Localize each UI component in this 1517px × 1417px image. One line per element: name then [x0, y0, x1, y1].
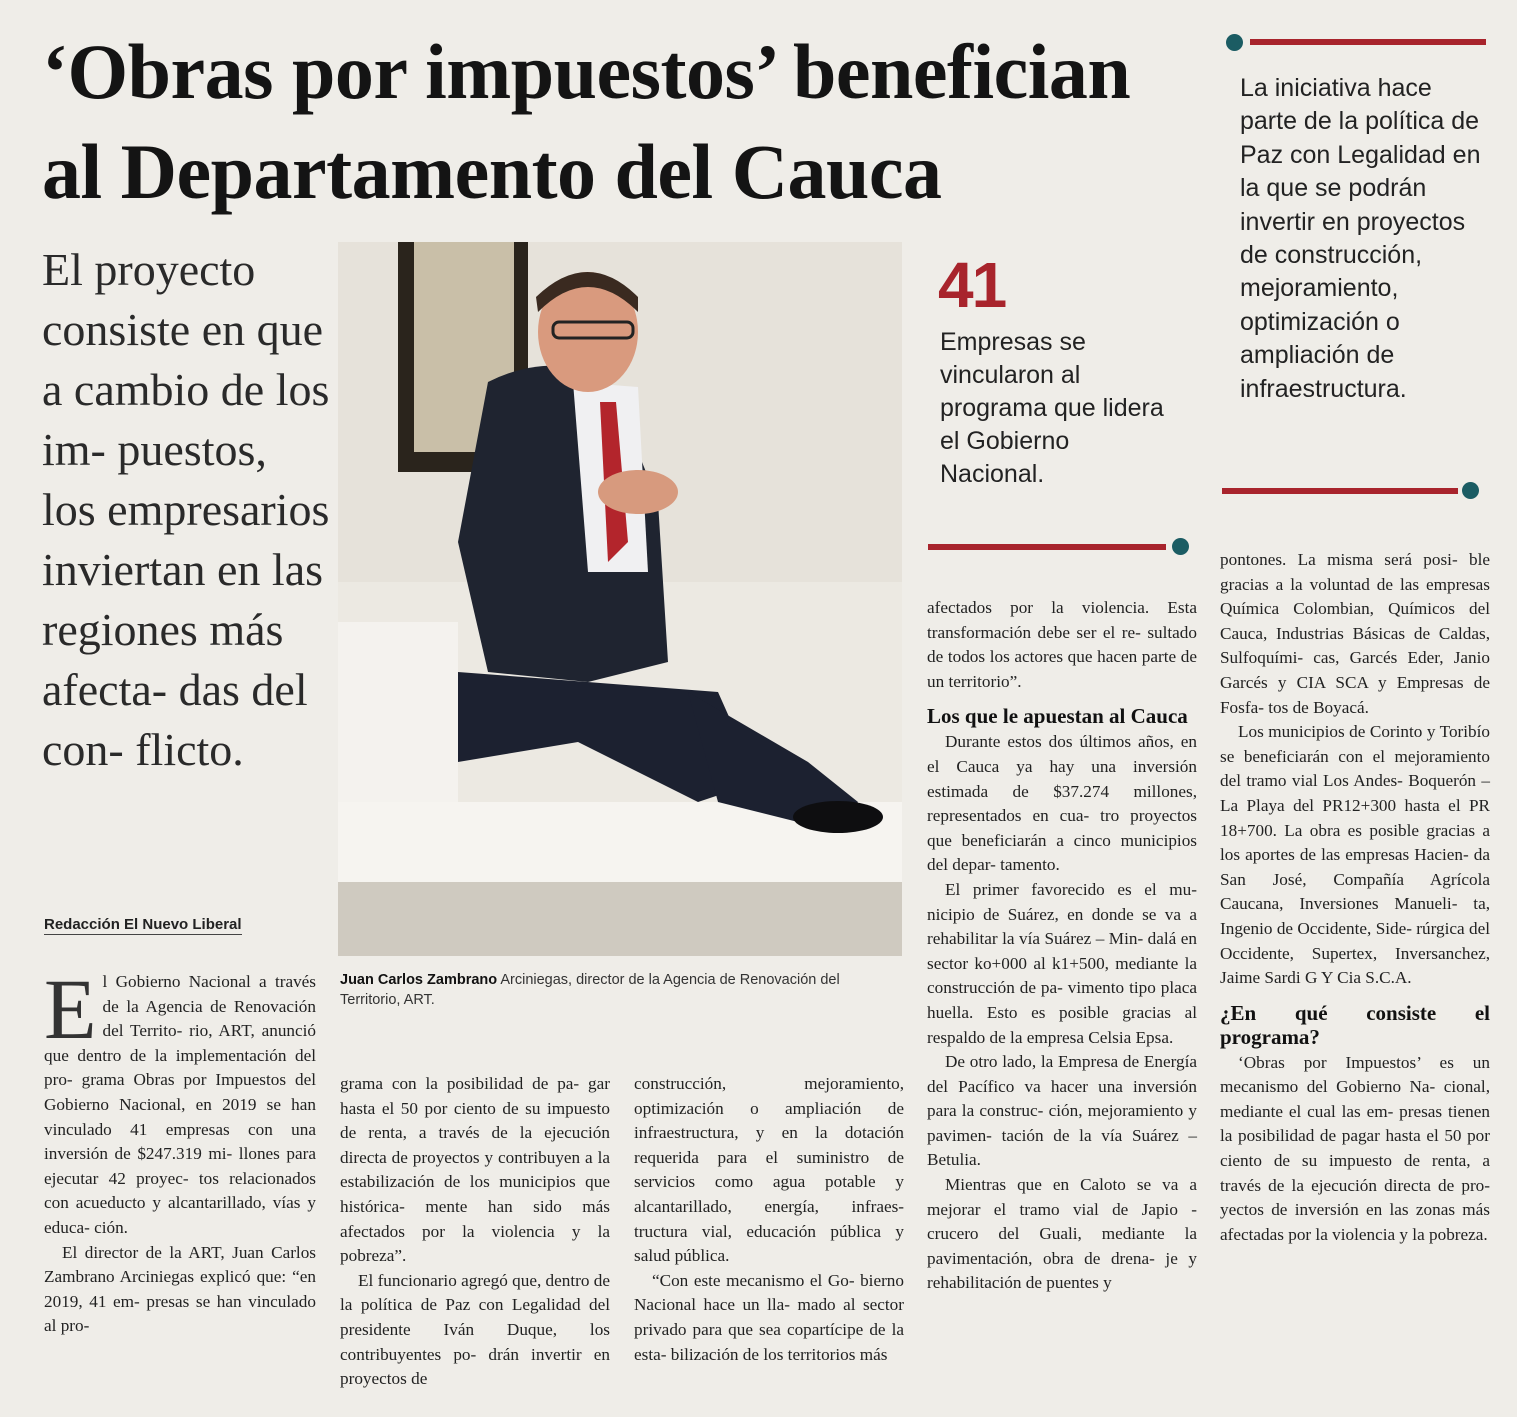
body-paragraph: afectados por la violencia. Esta transformación debe ser el re- sultado de todos los actores que hacen parte de un territorio”.	[927, 598, 1197, 691]
body-paragraph: pontones. La misma será posi- ble gracias a la voluntad de las empresas Química Colombian, Químicos del Cauca, Industrias Básicas de Caldas, Sulfoquími- cas, Garcés Eder, Janio Garcés y CIA SCA y Empresas de Fosfa- tos de Boyacá.	[1220, 550, 1490, 717]
caption-text: Arciniegas, director de la Agencia de Renovación del Territorio, ART.	[340, 972, 840, 1008]
headline-line-1: ‘Obras por impuestos’ benefician	[42, 28, 1131, 115]
body-paragraph: Durante estos dos últimos años, en el Cauca ya hay una inversión estimada de $37.274 millones, representados en cua- tro proyectos que beneficiarán a cinco municipios del depar- tamento.	[927, 732, 1197, 875]
stat-number: 41	[938, 249, 1006, 321]
body-paragraph: Los municipios de Corinto y Toribío se beneficiarán con el mejoramiento del tramo vial Los Andes- Boquerón – La Playa del PR12+300 hasta el PR 18+700. La obra es posible gracias a los aportes de las empresas Hacien- da San José, Compañía Agrícola Caucana, Inversiones Manueli- ta, Ingenio de Occidente, Side- rúrgica del Occidente, Supertex, Inversanchez, Jaime Sardi G Y Cia S.C.A.	[1220, 722, 1490, 988]
body-paragraph: grama con la posibilidad de pa- gar hasta el 50 por ciento de su impuesto de renta, a través de la ejecución directa de proyectos y contribuyen a la estabilización de los municipios que histórica- mente han sido más afectados por la violencia y la pobreza”.	[340, 1074, 610, 1266]
body-column-4	[927, 596, 1197, 1296]
headline-line-2: al Departamento del Cauca	[42, 128, 942, 215]
body-column-1	[44, 961, 316, 1339]
body-column-3	[634, 1072, 904, 1367]
body-paragraph: Mientras que en Caloto se va a mejorar el tramo vial de Japio - crucero del Guali, mediante la pavimentación, obra de drena- je y rehabilitación de puentes y	[927, 1175, 1197, 1293]
callout-top-dot	[1226, 34, 1243, 51]
subhead-los-que-le-apuestan: Los que le apuestan al Cauca	[927, 704, 1188, 729]
subhead-en-que-consiste: ¿En qué consiste el programa?	[1220, 1000, 1490, 1049]
body-column-2	[340, 1072, 610, 1392]
deck-summary: El proyecto consiste en que a cambio de los im- puestos, los empresarios inviertan en las regiones más afecta- das del con- flicto.	[42, 244, 330, 775]
caption-name: Juan Carlos Zambrano	[340, 972, 498, 988]
drop-cap: E	[44, 961, 97, 1057]
body-paragraph: El director de la ART, Juan Carlos Zambrano Arciniegas explicó que: “en 2019, 41 em- presas se han vinculado al pro-	[44, 1242, 316, 1336]
stat-divider-rule	[928, 544, 1166, 550]
body-paragraph: El primer favorecido es el mu- nicipio de Suárez, en donde se va a rehabilitar la vía Suárez – Min- dalá en sector ko+000 al k1+500, mediante la construcción de pa- vimento tipo placa huella. Esto es posible gracias al respaldo de la empresa Celsia Epsa.	[927, 879, 1197, 1047]
stat-divider-dot	[1172, 538, 1189, 555]
col1-p1-text: l Gobierno Nacional a través de la Agencia de Renovación del Territo- rio, ART, anunció que dentro de la implementación del pro- grama Obras por Impuestos del Gobierno Nacional, en 2019 se han vinculado 41 empresas con una inversión de $247.319 mi- llones para ejecutar 42 proyec- tos relacionados con acueducto y alcantarillado, vías y educa- ción.	[44, 972, 316, 1237]
callout-top-rule	[1250, 39, 1486, 45]
body-paragraph: “Con este mecanismo el Go- bierno Nacional hace un lla- mado al sector privado para que sea copartícipe de la esta- bilización de los territorios más	[634, 1270, 904, 1364]
body-paragraph: De otro lado, la Empresa de Energía del Pacífico va hacer una inversión para la construc- ción, mejoramiento y pavimen- tación de la vía Suárez – Betulia.	[927, 1052, 1197, 1170]
headline	[42, 22, 1212, 222]
photo-illustration	[338, 242, 902, 956]
stat-description: Empresas se vincularon al programa que lidera el Gobierno Nacional.	[940, 328, 1164, 488]
callout-bottom-rule	[1222, 488, 1458, 494]
callout-bottom-dot	[1462, 482, 1479, 499]
photo-caption	[340, 970, 900, 1010]
body-paragraph: ‘Obras por Impuestos’ es un mecanismo del Gobierno Na- cional, mediante el cual las em- presas tienen la posibilidad de pagar hasta el 50 por ciento de su impuesto de renta, a través de la ejecución directa de pro- yectos de inversión en las zonas más afectadas por la violencia y la pobreza.	[1220, 1052, 1490, 1244]
body-column-5	[1220, 548, 1490, 1247]
body-paragraph: El funcionario agregó que, dentro de la política de Paz con Legalidad del presidente Iván Duque, los contribuyentes po- drán invertir en proyectos de	[340, 1270, 610, 1389]
callout-quote: La iniciativa hace parte de la política de Paz con Legalidad en la que se podrán invertir en proyectos de construcción, mejoramiento, optimización o ampliación de infraestructura.	[1240, 74, 1481, 403]
article-photo	[338, 242, 902, 956]
byline: Redacción El Nuevo Liberal	[44, 916, 242, 933]
body-paragraph: construcción, mejoramiento, optimización o ampliación de infraestructura, y en la dotación requerida para el suministro de servicios como agua potable y alcantarillado, energía, infraes- tructura vial, educación pública y salud pública.	[634, 1074, 904, 1266]
body-paragraph	[44, 961, 316, 1241]
